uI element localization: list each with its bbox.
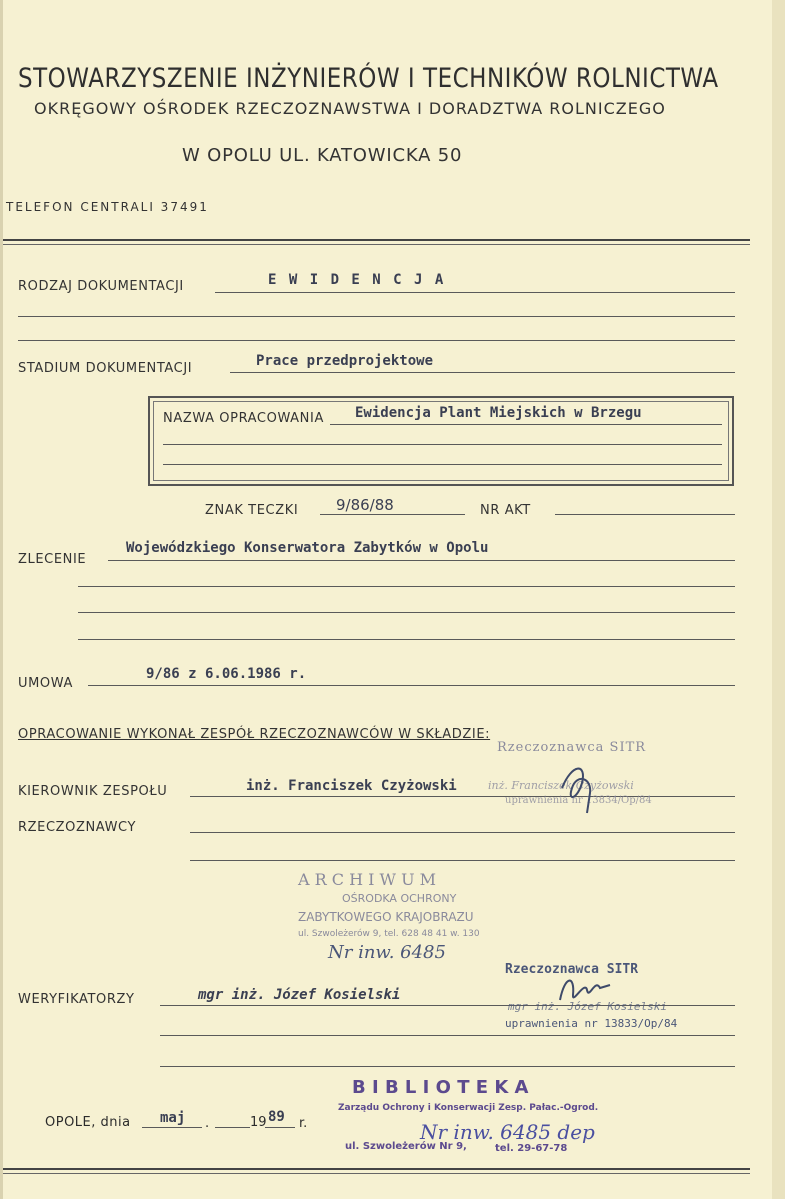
sitr-stamp-1-perm: uprawnienia nr 13834/Op/84: [505, 795, 652, 806]
biblioteka-title: B I B L I O T E K A: [352, 1077, 529, 1098]
sitr-stamp-2-name: mgr inż. Józef Kosielski: [508, 1000, 667, 1013]
date-month: maj: [160, 1110, 186, 1126]
zlecenie-line-3: [78, 612, 735, 613]
right-edge: [772, 0, 785, 1199]
znak-label: ZNAK TECZKI: [205, 503, 299, 518]
biblioteka-line-2: ul. Szwoleżerów Nr 9,: [345, 1141, 467, 1152]
sitr-stamp-2-perm: uprawnienia nr 13833/Op/84: [505, 1017, 678, 1030]
nazwa-label: NAZWA OPRACOWANIA: [163, 411, 324, 426]
date-dot: .: [205, 1116, 210, 1131]
nazwa-line: [330, 424, 722, 425]
rodzaj-label: RODZAJ DOKUMENTACJI: [18, 279, 184, 294]
sitr-stamp-1-title: Rzeczoznawca SITR: [497, 740, 647, 755]
weryfikatorzy-line-2: [160, 1035, 735, 1036]
archiwum-title: A R C H I W U M: [298, 870, 437, 889]
zlecenie-line-2: [78, 586, 735, 587]
zlecenie-value: Wojewódzkiego Konserwatora Zabytków w Opolu: [126, 540, 489, 556]
header-divider: [0, 239, 750, 245]
weryfikatorzy-value: mgr inż. Józef Kosielski: [198, 987, 401, 1003]
archiwum-line-2: ZABYTKOWEGO KRAJOBRAZU: [298, 910, 474, 924]
archiwum-inventory: Nr inw. 6485: [328, 942, 446, 963]
zlecenie-label: ZLECENIE: [18, 552, 87, 567]
signature-1-icon: [552, 758, 602, 818]
weryfikatorzy-label: WERYFIKATORZY: [18, 992, 135, 1007]
kierownik-value: inż. Franciszek Czyżowski: [246, 778, 457, 794]
kierownik-line: [190, 796, 735, 797]
biblioteka-inventory: Nr inw. 6485 dep: [420, 1120, 595, 1144]
biblioteka-tel: tel. 29-67-78: [495, 1143, 568, 1154]
stadium-label: STADIUM DOKUMENTACJI: [18, 361, 193, 376]
nr-akt-line: [555, 514, 735, 515]
phone: TELEFON CENTRALI 37491: [6, 200, 209, 214]
nazwa-value: Ewidencja Plant Miejskich w Brzegu: [355, 405, 642, 421]
sitr-stamp-1-name: inż. Franciszek Czyżowski: [488, 779, 634, 792]
date-year-prefix: 19: [250, 1115, 267, 1130]
nazwa-line-3: [163, 464, 722, 465]
rzeczoznawcy-line-2: [190, 860, 735, 861]
rodzaj-line: [215, 292, 735, 293]
date-r: r.: [299, 1116, 308, 1131]
rzeczoznawcy-label: RZECZOZNAWCY: [18, 820, 137, 835]
binding-edge: [0, 0, 3, 1199]
footer-divider: [0, 1168, 750, 1174]
date-year-suffix: 89: [268, 1109, 285, 1125]
date-day-line: [215, 1127, 250, 1128]
stadium-line: [230, 372, 735, 373]
nr-akt-label: NR AKT: [480, 503, 531, 518]
rodzaj-value: E W I D E N C J A: [268, 272, 446, 288]
rodzaj-line-2: [18, 316, 735, 317]
biblioteka-line-1: Zarządu Ochrony i Konserwacji Zesp. Pałac.-Ogrod.: [338, 1103, 599, 1113]
umowa-line: [88, 685, 735, 686]
weryfikatorzy-line-3: [160, 1066, 735, 1067]
zlecenie-line: [108, 560, 735, 561]
umowa-label: UMOWA: [18, 676, 73, 691]
rzeczoznawcy-line: [190, 832, 735, 833]
date-year-line: [265, 1127, 295, 1128]
org-title: STOWARZYSZENIE INŻYNIERÓW I TECHNIKÓW ROLNICTWA: [18, 64, 719, 94]
zespol-label: OPRACOWANIE WYKONAŁ ZESPÓŁ RZECZOZNAWCÓW W SKŁADZIE:: [18, 727, 491, 742]
rodzaj-line-3: [18, 340, 735, 341]
zlecenie-line-4: [78, 639, 735, 640]
archiwum-line-3: ul. Szwoleżerów 9, tel. 628 48 41 w. 130: [298, 929, 480, 939]
kierownik-label: KIEROWNIK ZESPOŁU: [18, 784, 168, 799]
address: W OPOLU UL. KATOWICKA 50: [182, 145, 463, 166]
center-title: OKRĘGOWY OŚRODEK RZECZOZNAWSTWA I DORADZTWA ROLNICZEGO: [34, 99, 666, 118]
opole-label: OPOLE, dnia: [45, 1115, 131, 1130]
sitr-stamp-2-title: Rzeczoznawca SITR: [505, 962, 639, 977]
archiwum-line-1: OŚRODKA OCHRONY: [342, 892, 457, 905]
umowa-value: 9/86 z 6.06.1986 r.: [146, 666, 307, 682]
signature-2-icon: [555, 970, 615, 1015]
znak-value: 9/86/88: [336, 496, 394, 514]
stadium-value: Prace przedprojektowe: [256, 353, 434, 369]
znak-line: [320, 514, 465, 515]
nazwa-line-2: [163, 444, 722, 445]
date-month-line: [142, 1127, 202, 1128]
